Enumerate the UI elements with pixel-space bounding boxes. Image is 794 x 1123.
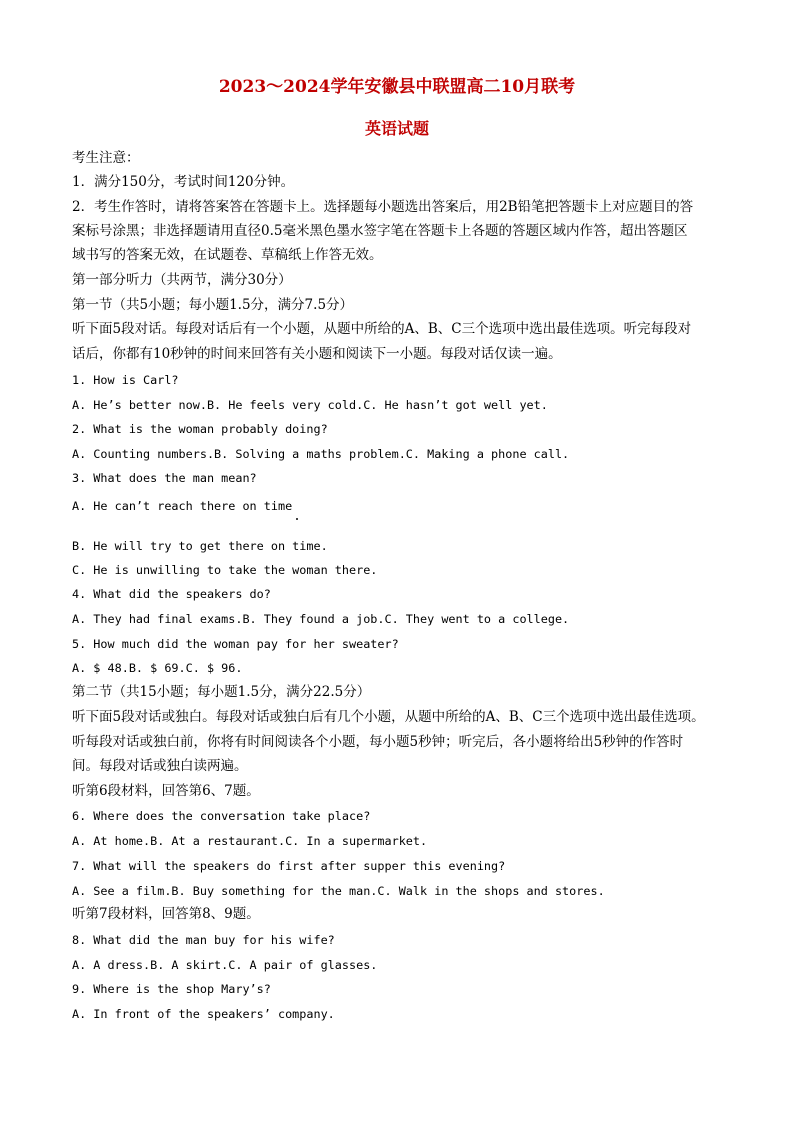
stray-mark — [296, 518, 298, 520]
part1-heading: 第一部分听力（共两节，满分30分） — [72, 272, 292, 288]
section2-instructions-line-3: 间。每段对话或独白读两遍。 — [72, 758, 248, 774]
question-3-option-a: A. He can’t reach there on time — [72, 499, 293, 513]
question-5: 5. How much did the woman pay for her sweater? — [72, 637, 399, 651]
section2-instructions-line-2: 听每段对话或独白前，你将有时间阅读各个小题，每小题5秒钟；听完后，各小题将给出5秒钟的作答时 — [72, 734, 684, 750]
section1-instructions-line-2: 话后，你都有10秒钟的时间来回答有关小题和阅读下一小题。每段对话仅读一遍。 — [72, 346, 562, 362]
question-7: 7. What will the speakers do first after supper this evening? — [72, 859, 506, 873]
question-2-options: A. Counting numbers.B. Solving a maths problem.C. Making a phone call. — [72, 447, 570, 461]
question-8: 8. What did the man buy for his wife? — [72, 933, 335, 947]
question-9: 9. Where is the shop Mary’s? — [72, 982, 271, 996]
notice-heading: 考生注意： — [72, 150, 140, 166]
section1-instructions-line-1: 听下面5段对话。每段对话后有一个小题，从题中所给的A、B、C三个选项中选出最佳选项。听完每段对 — [72, 321, 692, 337]
section2-heading: 第二节（共15小题；每小题1.5分，满分22.5分） — [72, 684, 371, 700]
notice-item-1: 1．满分150分，考试时间120分钟。 — [72, 174, 295, 190]
question-9-option-a: A. In front of the speakers’ company. — [72, 1007, 335, 1021]
section1-heading: 第一节（共5小题；每小题1.5分，满分7.5分） — [72, 297, 354, 313]
question-4-options: A. They had final exams.B. They found a job.C. They went to a college. — [72, 612, 570, 626]
notice-item-2-line-2: 案标号涂黑；非选择题请用直径0.5毫米黑色墨水签字笔在答题卡上各题的答题区域内作答，超出答题区 — [72, 223, 688, 239]
question-4: 4. What did the speakers do? — [72, 587, 271, 601]
question-7-options: A. See a film.B. Buy something for the man.C. Walk in the shops and stores. — [72, 884, 605, 898]
question-3-option-b: B. He will try to get there on time. — [72, 539, 328, 553]
question-8-options: A. A dress.B. A skirt.C. A pair of glasses. — [72, 958, 378, 972]
material-6-heading: 听第6段材料，回答第6、7题。 — [72, 783, 260, 799]
question-1-options: A. He’s better now.B. He feels very cold.C. He hasn’t got well yet. — [72, 398, 548, 412]
notice-item-2-line-3: 域书写的答案无效，在试题卷、草稿纸上作答无效。 — [72, 247, 383, 263]
section2-instructions-line-1: 听下面5段对话或独白。每段对话或独白后有几个小题，从题中所给的A、B、C三个选项中选出最佳选项。 — [72, 709, 705, 725]
exam-title: 2023～2024学年安徽县中联盟高二10月联考 — [218, 77, 576, 97]
question-3: 3. What does the man mean? — [72, 471, 257, 485]
question-1: 1. How is Carl? — [72, 373, 179, 387]
question-6-options: A. At home.B. At a restaurant.C. In a supermarket. — [72, 834, 428, 848]
notice-item-2-line-1: 2．考生作答时，请将答案答在答题卡上。选择题每小题选出答案后，用2B铅笔把答题卡上对应题目的答 — [72, 199, 694, 215]
material-7-heading: 听第7段材料，回答第8、9题。 — [72, 906, 260, 922]
question-5-options: A. $ 48.B. $ 69.C. $ 96. — [72, 661, 243, 675]
exam-subtitle: 英语试题 — [364, 119, 429, 138]
question-3-option-c: C. He is unwilling to take the woman there. — [72, 563, 378, 577]
question-2: 2. What is the woman probably doing? — [72, 422, 328, 436]
question-6: 6. Where does the conversation take place? — [72, 809, 371, 823]
